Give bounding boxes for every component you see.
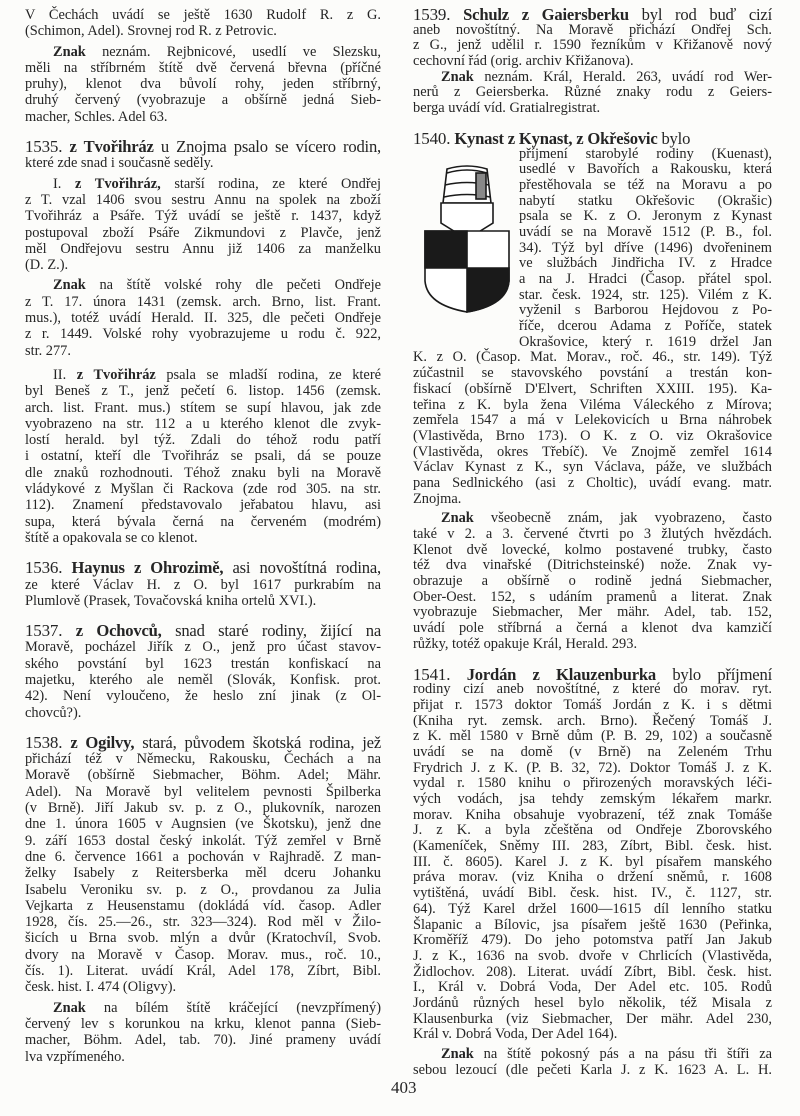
text-line: I., Král v. Dobrá Voda, Der Adel etc. 105. Rodů (413, 979, 772, 996)
text-line: Tvořihráz a Psáře. Týž uvádí se ještě r. 1437, když (25, 208, 381, 225)
text-line: 1928, čís. 25.—26., str. 323—324). Rod měl v Žilo- (25, 914, 381, 931)
text-line: (Kameníček, Sněmy III. 283, Zíbrt, Bibl. česk. hist. (413, 838, 772, 855)
text-line: Okrašovice, který r. 1619 držel Jan (519, 333, 772, 350)
entry-number: 1541. (413, 664, 467, 684)
text-line: vytištěná, uvádí Bibl. česk. hist. IV., č. 1127, str. (413, 885, 772, 902)
text-line: Moravě (obšírně Siebmacher, Böhm. Adel; Mähr. (25, 767, 381, 784)
text-line: vyobrazeno na str. 112 a u kterého klenot dle zvyk- (25, 415, 381, 432)
text-line: star. česk. 1924, str. 125). Vilém z K. (519, 286, 772, 303)
text-line: cechovní řád (orig. archiv Křižanova). (413, 53, 634, 70)
left-column (25, 7, 381, 1065)
paragraph (413, 1047, 772, 1078)
paragraph (25, 1000, 381, 1065)
text-line: vládykové z Myšlan či Rackova (zde rod 305. na str. (25, 481, 381, 498)
text-line (25, 560, 381, 576)
text-line: J. z K. a byla zčeštěna od Ondřeje Zborovského (413, 822, 772, 839)
line-text: na štítě pokosný pás a na pásu tři štíři za (473, 1046, 772, 1062)
text-line: lostí herald. byl týž. Zdali do téhož rodu patří (25, 432, 381, 449)
line-text: na bílém štítě kráčející (nevzpřímený) (85, 999, 381, 1016)
text-line: sebou lezoucí (dle pečeti Karla J. z K. 1623 A. L. H. (413, 1061, 772, 1078)
text-line: III. č. 8605). Karel J. z K. byl písařem manského (413, 853, 772, 870)
text-line: uvádí pole stříbrná a černá a klenot dva kamzičí (413, 620, 772, 637)
text-line: uvádí se na Moravě 1512 (P. B., fol. (519, 223, 772, 240)
text-line: rodiny cizí aneb novoštítné, z které do morav. ryt. (413, 681, 772, 698)
entry-number: 1535. (25, 137, 70, 157)
paragraph (25, 7, 381, 40)
entry-heading-paragraph (25, 623, 381, 721)
text-line: Jordánů různých hesel bylo několik, též Misala z (413, 994, 772, 1011)
text-line: dvory na Moravě v Časop. Morav. mus., roč. 10., (25, 946, 381, 963)
bold-term: z Tvořihráz (69, 137, 154, 157)
entry-number: 1539. (413, 5, 464, 24)
text-line (25, 732, 381, 752)
paragraph (25, 176, 381, 274)
text-line (25, 176, 381, 192)
text-line: červený lev s korunkou na krku, klenot panna (Sieb- (25, 1015, 381, 1032)
text-line: Kroměříž 479). Do jeho potomstva patří Jan Jakub (413, 932, 772, 949)
text-line: (Schimon, Adel). Srovnej rod R. z Petrovic. (25, 23, 277, 40)
paragraph (413, 70, 772, 117)
text-line: chovců?). (25, 704, 82, 721)
entry-number: 1536. (25, 558, 72, 578)
line-text: na štítě volské rohy dle pečeti Ondřeje (85, 277, 381, 294)
line-text: asi novoštítná rodina, (223, 558, 381, 578)
bold-term: Znak (53, 43, 86, 60)
text-line: zemřela 1547 a má v Lelekovicích u Brna náhrobek (413, 412, 772, 429)
text-line: vydal r. 1580 knihu o přirozených moravských léči- (413, 775, 772, 792)
bold-term: Haynus z Ohrozimě, (71, 558, 224, 578)
text-line: měl Ondřejovu sestru Annu již 1406 za manželku (25, 240, 381, 257)
text-line (413, 1047, 772, 1063)
text-line: dle znaků rozhodnouti. Téhož znaku byli na Moravě (25, 464, 381, 481)
text-line (25, 277, 381, 293)
text-line: ve službách Jindřicha IV. z Hradce (519, 255, 772, 272)
line-text: starší rodina, ze které Ondřej (160, 175, 381, 192)
text-line: vyobrazuje Siebmacher, Mer mähr. Adel, tab. 152, (413, 604, 772, 621)
bold-term: Schulz z Gaiersberku (463, 5, 629, 24)
text-line: též dva vinařské (Ditrichsteinské) nože. Znak vy- (413, 557, 772, 574)
text-line: Moravě, pocházel Jiřík z O., jenž pro účast stavov- (25, 639, 381, 656)
paragraph (25, 44, 381, 125)
text-line: Václav Kynast z K., syn Václava, páže, ve službách (413, 459, 772, 476)
text-line: mus.), totéž uvádí Herald. II. 325, dle pečeti Ondřeje (25, 310, 381, 327)
text-line: příjmení starobylé rodiny (Kuenast), (519, 145, 772, 162)
text-line (413, 128, 772, 148)
bold-term: Znak (441, 1046, 474, 1062)
entry-heading-paragraph (413, 128, 772, 148)
text-line: i ostatní, kteří dle Tvořihráz se psali, dá se pouze (25, 448, 381, 465)
text-line: fiskací (obšírně D'Elvert, Schriften XXIII. 195). Ka- (413, 380, 772, 397)
line-text: snad staré rodiny, žijící na (161, 621, 381, 641)
bold-term: Znak (53, 999, 86, 1016)
text-line: vých vodách, jsa tehdy zemským lékařem markr. (413, 791, 772, 807)
text-line: psala se K. z O. Jeronym z Kynast (519, 208, 772, 225)
text-line: obrazuje a obšírně o rodině jedná Siebmacher, (413, 573, 772, 590)
bold-term: z Tvořihráz, (75, 175, 161, 192)
text-line: 64). Týž Karel držel 1600—1615 díl lenního statku (413, 900, 772, 917)
text-line: čís. 1). Literat. uvádí Král, Adel 178, Zíbrt, Bibl. (25, 963, 381, 980)
text-line: (Vlastivěda, Brno 173). O K. z O. viz Okrašovice (413, 427, 772, 444)
text-line: práva morav. (viz Kniha o držení sněmů, r. 1608 (413, 869, 772, 886)
text-line: morav. Kniha obsahuje vyobrazení, též znak Tomáše (413, 806, 772, 823)
text-line: Klausenburka (viz Siebmacher, Der mähr. Adel 230, (413, 1010, 772, 1027)
paragraph (25, 367, 381, 546)
text-line: macher, Schles. Adel 63. (25, 108, 168, 125)
line-text: u Znojma psalo se vícero rodin, (153, 137, 381, 157)
text-line: Znojma. (413, 490, 462, 507)
bold-term: Znak (53, 277, 86, 294)
text-line: J. z K., 1636 na svob. dvoře v Chrlicích (Vlastivěda, (413, 947, 772, 964)
text-line: druhý červený (vyobrazuje a obšírně jedná Sieb- (25, 92, 381, 109)
line-text: neznám. Král, Herald. 263, uvádí rod Wer- (473, 68, 772, 85)
text-line: Ober-Oest. 152, s udáním pramenů a literat. Znak (413, 588, 772, 605)
text-line: (Kniha ryt. zemsk. arch. Brno). Řečený Tomáš J. (413, 712, 772, 729)
line-text: všeobecně znám, jak vyobrazeno, často (473, 510, 772, 527)
text-line: Frydrich J. z K. (P. B. 32, 72). Doktor Tomáš J. z K. (413, 759, 772, 776)
text-line: česk. hist. I. 474 (Oligvy). (25, 979, 177, 996)
text-line: ského povstání byl 1623 trestán konfiskací na (25, 655, 381, 672)
paragraph (413, 511, 772, 652)
text-line: z K. měl 1580 v Brně dům (P. B. 29, 102) a současně (413, 728, 772, 745)
text-line: V Čechách uvádí se ještě 1630 Rudolf R. z G. (25, 7, 381, 23)
text-line: (D. Z.). (25, 257, 69, 274)
text-line (25, 1000, 381, 1016)
entry-number: 1537. (25, 621, 76, 641)
text-line: aneb novoštítný. Na Moravě přichází Ondřej Sch. (413, 21, 772, 38)
text-line: želky Isabely z Reitersberka měl dceru Johanku (25, 865, 381, 882)
text-line: nerů z Geiersberka. Různé znaky rodu z Geiers- (413, 84, 772, 101)
text-line: nabytí statku Okřešovic (Okrašic) (519, 192, 772, 209)
text-line: přijat r. 1573 doktor Tomáš Jordán z K. i s dětmi (413, 696, 772, 713)
line-text: byl rod buď cizí (628, 5, 772, 24)
text-line: přichází též v Německu, Rakousku, Čechách a na (25, 751, 381, 768)
text-line: lva vzpřímeného. (25, 1048, 125, 1065)
text-line: Židlochov. 208). Literat. uvádí Zíbrt, Bibl. česk. hist. (413, 963, 772, 980)
bold-term: Jordán z Klauzenburka (466, 664, 656, 684)
text-line: (Vlastivěda, okres Třebíč). Ve Znojmě zemřel 1614 (413, 443, 772, 460)
text-line (413, 664, 772, 684)
text-line: pana Sedlnického (asi z Choltic), uvádí evang. matr. (413, 474, 772, 491)
text-line: pruhy), klenot dva bůvolí rohy, jeden stříbrný, (25, 76, 381, 93)
text-line: uvádí se na domě (v Brně) na Zeleném Trhu (413, 743, 772, 760)
text-line: z T. vzal 1406 svou sestru Annu na spolek na zboží (25, 191, 381, 208)
line-text: stará, původem škotská rodina, jež (134, 732, 381, 752)
text-line: Isabelu Veroniku sv. p. z O., provdanou za Julia (25, 881, 381, 898)
text-line (413, 511, 772, 527)
text-line (25, 367, 381, 383)
text-line: (v Brně). Jiří Jakub sv. p. z O., plukovník, narozen (25, 800, 381, 817)
text-line: arch. list. Frant. mus.) stítem se supí hlavou, jak zde (25, 399, 381, 416)
text-line: teřina z K. byla žena Viléma Váleckého z Mírova; (413, 396, 772, 413)
entry-number: I. (53, 175, 76, 192)
text-line: berga uvádí víd. Gratialregistrat. (413, 100, 601, 117)
text-line: str. 277. (25, 342, 71, 359)
paragraph (25, 277, 381, 358)
text-line: šicích u Brna svob. mlýn a dvůr (Kratochvíl, Svob. (25, 930, 381, 947)
entry-heading-paragraph (25, 560, 381, 609)
text-line: dne 6. července 1661 a pochován v Rajhradě. Z man- (25, 848, 381, 865)
text-line: dne 1. února 1605 v Augnsien (ve Škotsku), jenž dne (25, 816, 381, 833)
text-line: macher, Böhm. Adel, tab. 70). Jiné prameny uvádí (25, 1032, 381, 1049)
coat-of-arms-image (421, 163, 513, 313)
text-line: vyženil s Barborou Hejdovou z Po- (519, 302, 772, 319)
text-line: měli na stříbrném štítě dvě červená břevna (příčné (25, 59, 381, 76)
text-line: ze které Václav H. z O. byl 1617 purkrabím na (25, 576, 381, 593)
text-line: Vejkarta z Heusenstamu (dokládá víd. časop. Adler (25, 897, 381, 914)
line-text: psala se mladší rodina, ze které (155, 366, 381, 383)
page-number: 403 (391, 1078, 417, 1097)
text-line: 34). Týž byl dříve (1496) dvořeninem (519, 239, 772, 256)
text-line: majetku, kterého ale neměl (Slovák, Konfisk. prot. (25, 671, 381, 688)
text-line: z r. 1449. Volské rohy vyobrazujeme u rodu č. 922, (25, 326, 381, 343)
line-text: neznám. Rejbnicové, usedlí ve Slezsku, (85, 43, 381, 60)
text-line: Plumlově (Prasek, Tovačovská kniha ortelů XVI.). (25, 592, 317, 609)
bold-term: Znak (441, 510, 474, 527)
text-line: z T. 17. února 1431 (zemsk. arch. Brno, list. Frant. (25, 293, 381, 310)
text-line: které zde snad i současně seděly. (25, 155, 214, 172)
bold-term: Znak (441, 68, 474, 85)
text-line: říče, dcerou Adama z Poříče, statek (519, 318, 772, 335)
text-line: 9. září 1653 dostal český inkolát. Týž zemřel v Brně (25, 832, 381, 849)
text-line: byl Beneš z T., jenž pečetí 6. listop. 1456 (zemsk. (25, 383, 381, 400)
entry-heading-paragraph (413, 7, 772, 70)
text-line (413, 7, 772, 23)
text-line: štítě a opakovala se co klenot. (25, 529, 198, 546)
text-line: postupoval zboží Psáře Zikmundovi z Plavče, jenž (25, 224, 381, 241)
text-line: usedlé v Bavořích a Rakousku, která (519, 161, 772, 178)
text-line: přestěhovala se též na Moravu a po (519, 176, 772, 193)
bold-term: Kynast z Kynast, z Okřešovic (454, 128, 658, 148)
text-line: růžky, totéž opakuje Král, Herald. 293. (413, 635, 638, 652)
text-line: supa, která bývala černá na červeném (modrém) (25, 513, 381, 530)
text-line: Klenot dvě lovecké, kolmo postavené trubky, často (413, 541, 772, 558)
text-line: 112). Znamení představovalo jeřabatou hlavu, asi (25, 497, 381, 514)
text-line: Šlapanic a Bílovic, jsa písařem ještě 1630 (Peřinka, (413, 916, 772, 933)
line-text: bylo příjmení (655, 664, 772, 684)
text-line: také v 2. a 3. červené čtvrti po 3 žlutých hvězdách. (413, 526, 772, 542)
text-line (25, 139, 381, 155)
text-line: zúčastnil se stavovského povstání a trestán kon- (413, 365, 772, 382)
entry-heading-paragraph (413, 664, 772, 1044)
text-line: Adel). Na Moravě byl velitelem pevnosti Špilberka (25, 783, 381, 800)
text-line (25, 44, 381, 60)
bold-term: z Ogilvy, (70, 732, 135, 752)
text-line: a na J. Hradci (Časop. přátel spol. (519, 271, 772, 287)
entry-number: 1540. (413, 128, 455, 148)
paragraph (413, 350, 772, 507)
text-line (25, 623, 381, 639)
text-line: K. z O. (Časop. Mat. Morav., roč. 46., str. 149). Týž (413, 349, 772, 366)
entry-heading-paragraph (25, 732, 381, 996)
text-line: z G., jenž udělil r. 1590 řezníkům v Křižanově nový (413, 37, 772, 54)
paragraph (519, 147, 772, 351)
bold-term: z Tvořihráz (76, 366, 156, 383)
line-text: bylo (657, 128, 691, 148)
entry-number: 1538. (25, 732, 71, 752)
entry-number: II. (53, 366, 77, 383)
text-line (413, 70, 772, 86)
text-line: 42). Není vyloučeno, že heslo zní jinak (z Ol- (25, 688, 381, 705)
entry-heading-paragraph (25, 139, 381, 172)
bold-term: z Ochovců, (75, 621, 162, 641)
text-line: Král v. Dobrá Voda, Der Adel 164). (413, 1026, 618, 1043)
